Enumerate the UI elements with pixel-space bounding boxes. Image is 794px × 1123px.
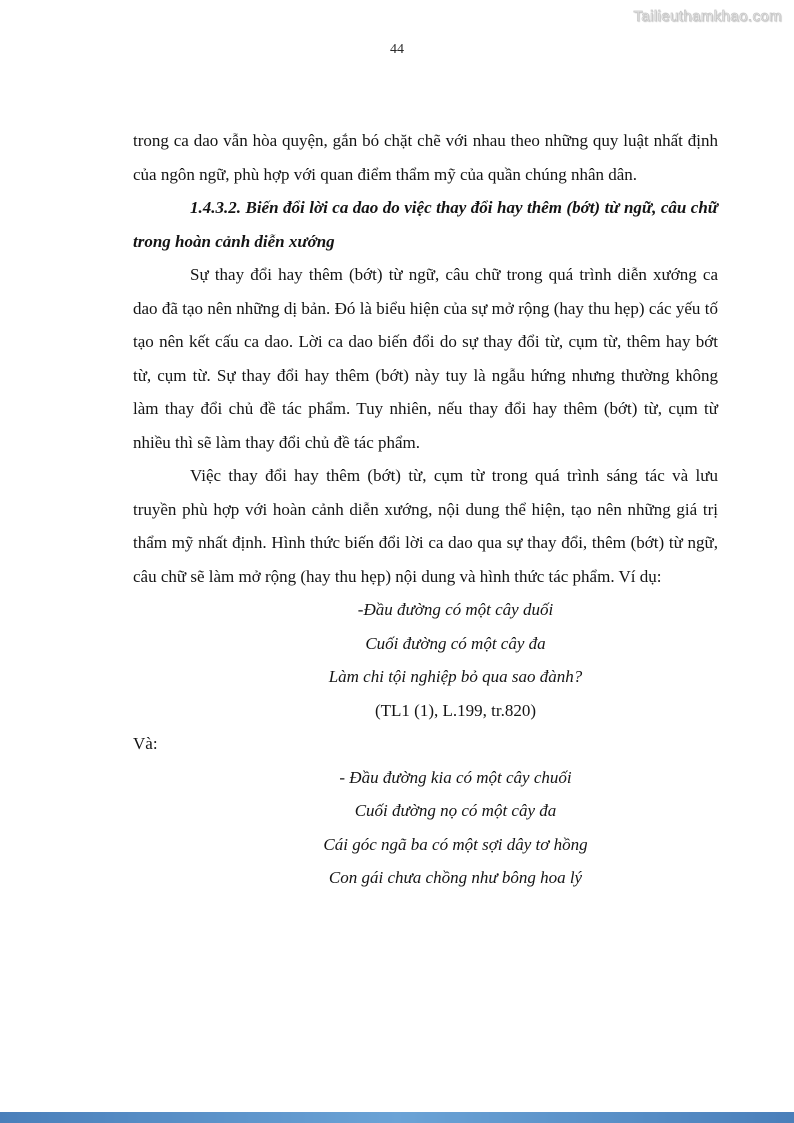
verse-line: - Đầu đường kia có một cây chuối <box>339 767 572 787</box>
verse-line: Làm chi tội nghiệp bỏ qua sao đành? <box>328 667 583 686</box>
verse-line: Cuối đường nọ có một cây đa <box>354 801 557 820</box>
verse-citation: (TL1 (1), L.199, tr.820) <box>375 700 536 720</box>
watermark-text: Tailieuthamkhao.com <box>633 8 782 25</box>
verse-line: Cuối đường có một cây đa <box>365 633 546 653</box>
paragraph-continuation: trong ca dao vẫn hòa quyện, gắn bó chặt chẽ với nhau theo những quy luật nhất định của ngôn ngữ, phù hợp với quan điểm thẩm mỹ của quần chúng nhân dân. <box>133 131 718 184</box>
section-heading: 1.4.3.2. Biến đổi lời ca dao do việc thay đổi hay thêm (bớt) từ ngữ, câu chữ trong hoàn cảnh diễn xướng <box>133 198 718 251</box>
verse-block-1 <box>193 593 718 727</box>
connector-label: Và: <box>133 734 158 753</box>
paragraph-example-intro: Việc thay đổi hay thêm (bớt) từ, cụm từ trong quá trình sáng tác và lưu truyền phù hợp với hoàn cảnh diễn xướng, nội dung thể hiện, tạo nên những giá trị thẩm mỹ nhất định. Hình thức biến đổi lời ca dao qua sự thay đổi, thêm (bớt) từ ngữ, câu chữ sẽ làm mở rộng (hay thu hẹp) nội dung và hình thức tác phẩm. Ví dụ: <box>133 466 718 586</box>
verse-block-2 <box>193 761 718 895</box>
page-body <box>133 124 718 895</box>
footer-bar <box>0 1112 794 1123</box>
page-number: 44 <box>390 42 404 57</box>
verse-line: Con gái chưa chồng như bông hoa lý <box>328 868 583 887</box>
paragraph-variation: Sự thay đổi hay thêm (bớt) từ ngữ, câu chữ trong quá trình diễn xướng ca dao đã tạo nên những dị bản. Đó là biểu hiện của sự mở rộng (hay thu hẹp) các yếu tố tạo nên kết cấu ca dao. Lời ca dao biến đổi do sự thay đổi từ, cụm từ, thêm hay bớt từ, cụm từ. Sự thay đổi hay thêm (bớt) này tuy là ngẫu hứng nhưng thường không làm thay đổi chủ đề tác phẩm. Tuy nhiên, nếu thay đổi hay thêm (bớt) từ, cụm từ nhiều thì sẽ làm thay đổi chủ đề tác phẩm. <box>133 265 718 452</box>
verse-line: -Đầu đường có một cây duối <box>357 600 554 619</box>
verse-line: Cái góc ngã ba có một sợi dây tơ hồng <box>323 834 588 854</box>
